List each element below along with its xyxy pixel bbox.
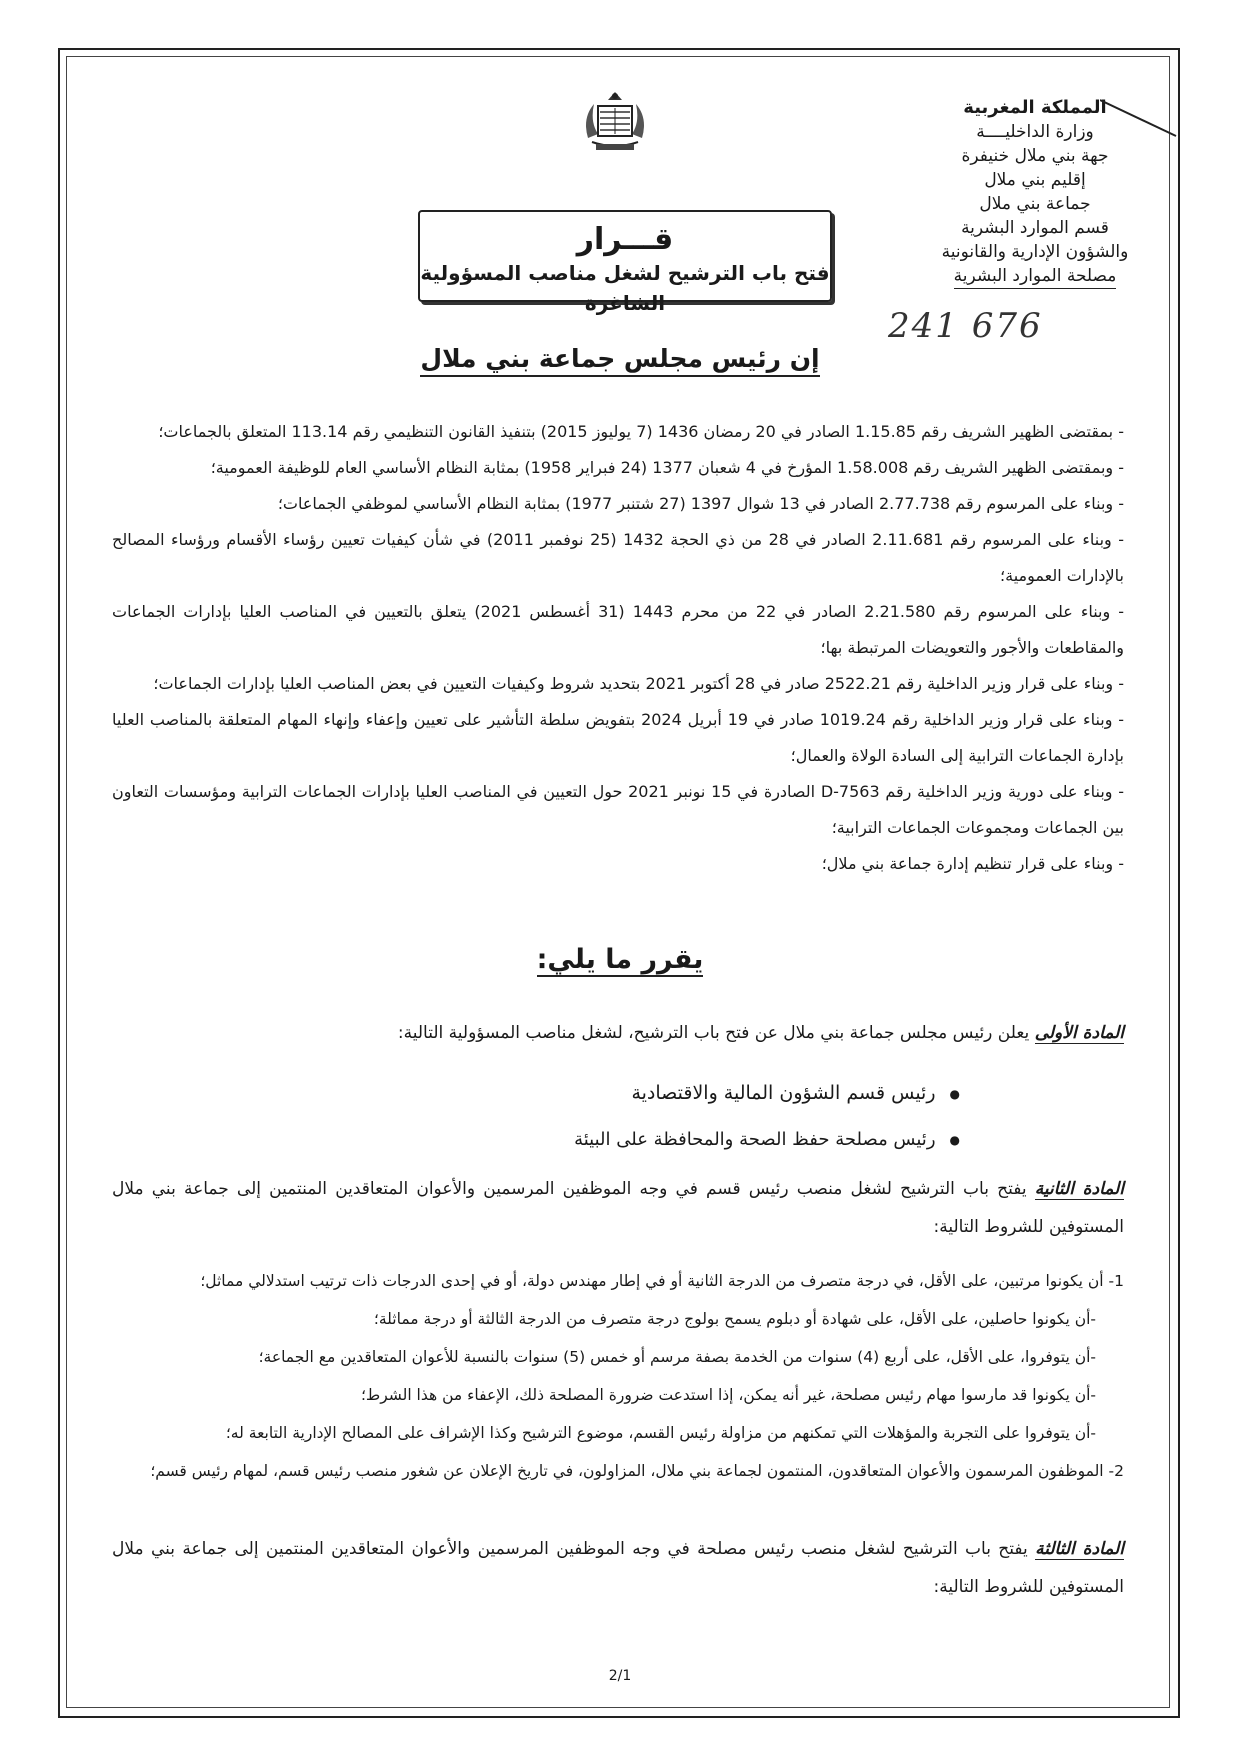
diagonal-stroke-mark [1100,96,1180,140]
conditions-list [112,1262,1124,1490]
consideration-item: - وبناء على المرسوم رقم 2.77.738 الصادر في 13 شوال 1397 (27 شتنبر 1977) بمثابة النظام الأساسي لموظفي الجماعات؛ [277,494,1124,513]
article-3 [112,1530,1124,1606]
condition-item: 1- أن يكونوا مرتبين، على الأقل، في درجة متصرف من الدرجة الثانية أو في إطار مهندس دولة، أو في إحدى الدرجات ذات ترتيب استدلالي مماثل؛ [200,1272,1124,1290]
president-text: إن رئيس مجلس جماعة بني ملال [420,344,819,377]
decision-subtitle: فتح باب الترشيح لشغل مناصب المسؤولية الشاغرة [420,261,830,315]
condition-item: -أن يكونوا قد مارسوا مهام رئيس مصلحة، غير أنه يمكن، إذا استدعت ضرورة المصلحة ذلك، الإعفاء من هذا الشرط؛ [360,1386,1096,1404]
article-1-text: يعلن رئيس مجلس جماعة بني ملال عن فتح باب الترشيح، لشغل مناصب المسؤولية التالية: [397,1023,1035,1043]
consideration-item: - وبناء على قرار وزير الداخلية رقم 1019.24 صادر في 19 أبريل 2024 بتفويض سلطة التأشير على تعيين وإعفاء وإنهاء المهام المتعلقة بالمناصب العليا بإدارة الجماعات الترابية إلى السادة الولاة والعمال؛ [112,710,1125,765]
condition-item: -أن يكونوا حاصلين، على الأقل، على شهادة أو دبلوم يسمح بولوج درجة متصرف من الدرجة الثالثة أو درجة مماثلة؛ [373,1310,1096,1328]
page-number: 2/1 [608,1668,632,1684]
positions-list [360,1070,960,1163]
position-item: ● رئيس مصلحة حفظ الصحة والمحافظة على البيئة [360,1117,960,1163]
decision-title-box [418,210,832,315]
consideration-item: - وبناء على المرسوم رقم 2.21.580 الصادر في 22 من محرم 1443 (31 أغسطس 2021) يتعلق بالتعيين في المناصب العليا بإدارات الجماعات والمقاطعات والأجور والتعويضات المرتبطة بها؛ [112,602,1125,657]
decision-title: قـــرار [576,222,674,257]
reference-number: 241 676 [888,306,1043,346]
article-2-text: يفتح باب الترشيح لشغل منصب رئيس قسم في وجه الموظفين المرسمين والأعوان المتعاقدين المنتمين إلى جماعة بني ملال المستوفين للشروط التالية: [112,1179,1124,1237]
header-line: مصلحة الموارد البشرية [954,264,1117,289]
considerations-list [112,414,1124,882]
royal-emblem-icon [578,88,652,154]
president-line [420,344,820,373]
header-line: وزارة الداخليــــة [976,122,1094,142]
header-line: جماعة بني ملال [979,194,1091,214]
consideration-item: - وبمقتضى الظهير الشريف رقم 1.58.008 المؤرخ في 4 شعبان 1377 (24 فبراير 1958) بمثابة النظام الأساسي العام للوظيفة العمومية؛ [210,458,1124,477]
header-line: المملكة المغربية [963,97,1107,118]
consideration-item: - وبناء على قرار تنظيم إدارة جماعة بني ملال؛ [821,854,1124,873]
article-2-label: المادة الثانية [1034,1179,1124,1199]
consideration-item: - وبناء على دورية وزير الداخلية رقم D-7563 الصادرة في 15 نونبر 2021 حول التعيين في المناصب العليا بإدارات الجماعات الترابية ومؤسسات التعاون بين الجماعات ومجموعات الجماعات الترابية؛ [112,782,1125,837]
article-2 [112,1170,1124,1246]
header-line: إقليم بني ملال [984,170,1086,190]
condition-item: 2- الموظفون المرسمون والأعوان المتعاقدون، المنتمون لجماعة بني ملال، المزاولون، في تاريخ الإعلان عن شغور منصب رئيس قسم، لمهام رئيس قسم؛ [150,1462,1124,1480]
position-item: ● رئيس قسم الشؤون المالية والاقتصادية [360,1070,960,1117]
header-line: قسم الموارد البشرية [961,218,1109,238]
consideration-item: - وبناء على قرار وزير الداخلية رقم 2522.21 صادر في 28 أكتوبر 2021 بتحديد شروط وكيفيات التعيين في بعض المناصب العليا بإدارات الجماعات؛ [153,674,1124,693]
article-1-label: المادة الأولى [1034,1023,1124,1043]
condition-item: -أن يتوفروا على التجربة والمؤهلات التي تمكنهم من مزاولة رئيس القسم، موضوع الترشيح وكذا الإشراف على المصالح الإدارية التابعة له؛ [225,1424,1096,1442]
header-line: جهة بني ملال خنيفرة [961,146,1109,166]
condition-item: -أن يتوفروا، على الأقل، على أربع (4) سنوات من الخدمة بصفة مرسم أو خمس (5) سنوات بالنسبة للأعوان المتعاقدين مع الجماعة؛ [258,1348,1096,1366]
consideration-item: - بمقتضى الظهير الشريف رقم 1.15.85 الصادر في 20 رمضان 1436 (7 يوليوز 2015) بتنفيذ القانون التنظيمي رقم 113.14 المتعلق بالجماعات؛ [158,422,1124,441]
decides-heading [520,944,720,975]
article-1 [112,1014,1124,1052]
article-3-label: المادة الثالثة [1035,1539,1125,1559]
article-3-text: يفتح باب الترشيح لشغل منصب رئيس مصلحة في وجه الموظفين المرسمين والأعوان المتعاقدين المنتمين إلى جماعة بني ملال المستوفين للشروط التالية: [112,1539,1124,1597]
decides-text: يقرر ما يلي: [536,944,704,975]
consideration-item: - وبناء على المرسوم رقم 2.11.681 الصادر في 28 من ذي الحجة 1432 (25 نوفمبر 2011) في شأن كيفيات تعيين رؤساء الأقسام ورؤساء المصالح بالإدارات العمومية؛ [112,530,1125,585]
header-line: والشؤون الإدارية والقانونية [941,242,1129,262]
